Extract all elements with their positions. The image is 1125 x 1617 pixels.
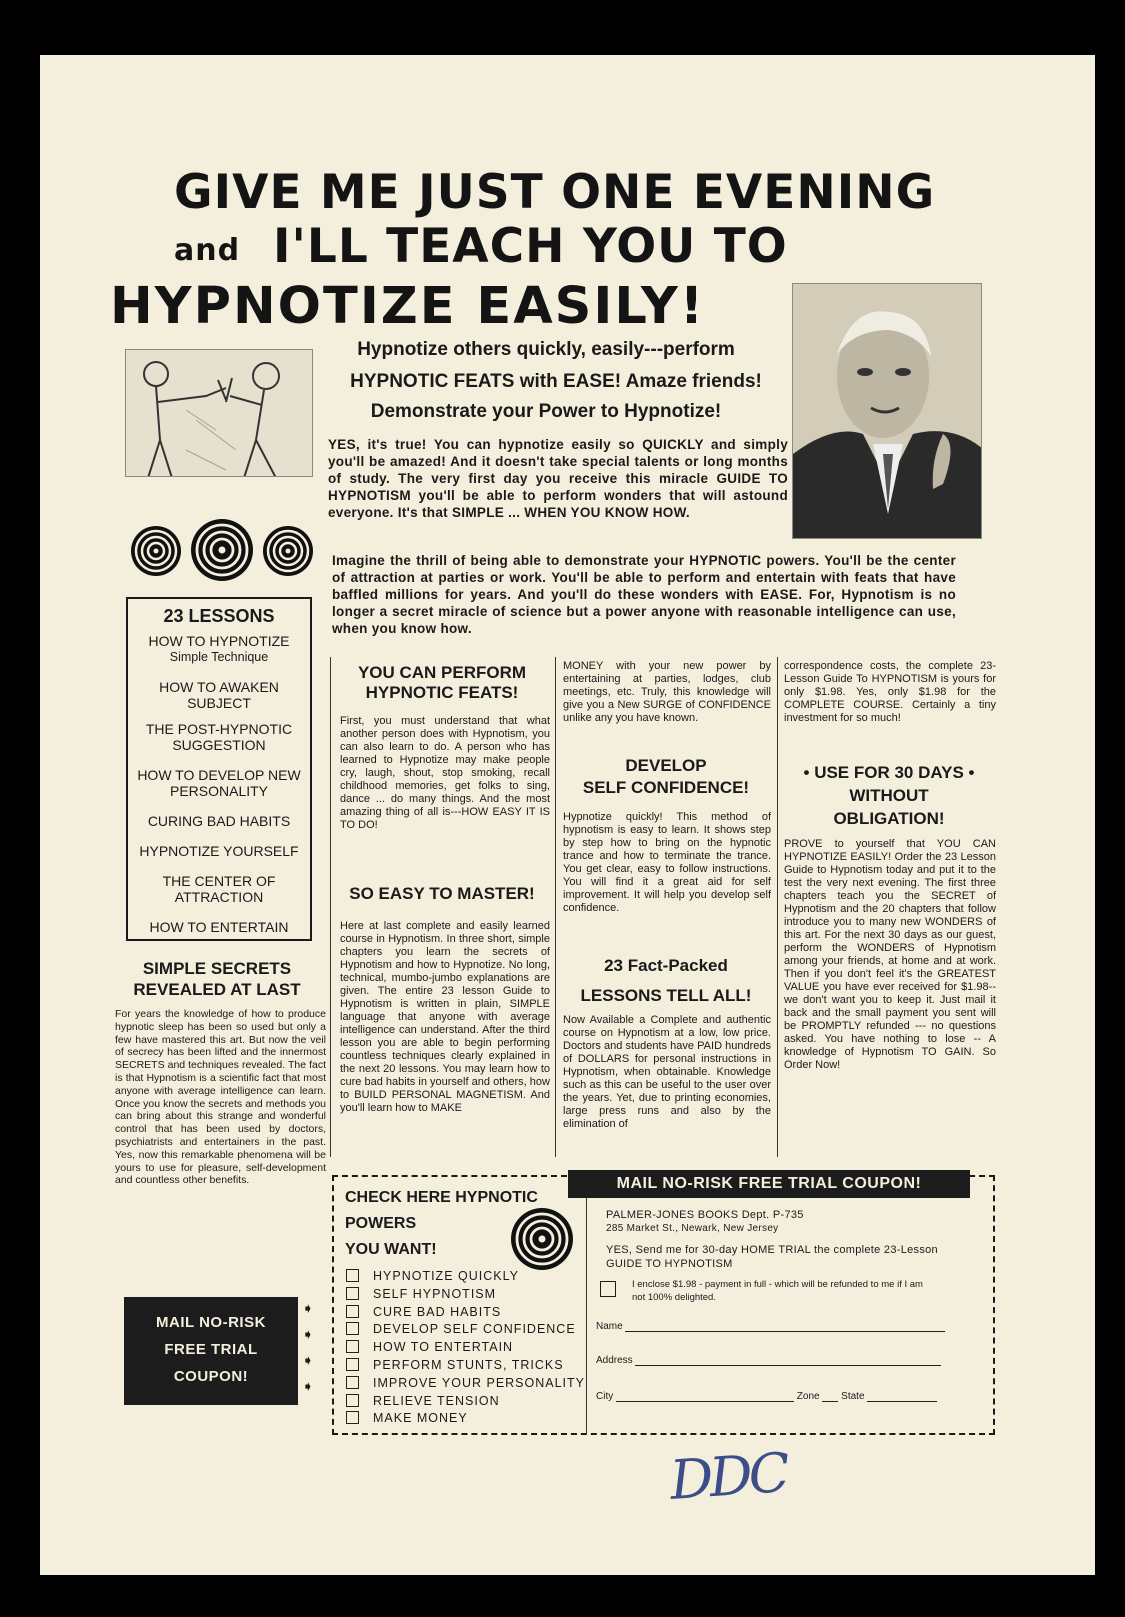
ad-page <box>40 55 1095 1575</box>
trial-title-line2: WITHOUT <box>849 786 929 805</box>
spiral-icon <box>130 525 182 577</box>
city-field[interactable] <box>616 1391 794 1402</box>
mail-callout-line3: COUPON! <box>173 1368 249 1385</box>
state-field[interactable] <box>867 1391 937 1402</box>
company-name: PALMER-JONES BOOKS Dept. P-735 <box>606 1209 804 1221</box>
column-rule <box>777 657 778 1157</box>
feats-title-line1: YOU CAN PERFORM <box>357 663 527 682</box>
address-field[interactable] <box>635 1355 941 1366</box>
lesson-item <box>128 767 310 799</box>
headline-line2: I'LL TEACH YOU TO <box>273 219 788 274</box>
arrow-right-icon: ➧ <box>302 1300 314 1316</box>
easy-master-title: SO EASY TO MASTER! <box>349 884 535 903</box>
lesson-item <box>128 679 310 711</box>
intro-paragraph-1: YES, it's true! You can hypnotize easily so QUICKLY and simply you'll be amazed! And it doesn't take special talents or long months of study. The very first day you receive this miracle GUIDE TO HYPNOTISM you'll be able to perform wonders that will astound everyone. It's that SIMPLE ... WHEN YOU KNOW HOW. <box>328 437 788 520</box>
power-label: MAKE MONEY <box>373 1411 468 1426</box>
lesson-item-title: THE CENTER OF <box>162 873 276 889</box>
lesson-item-subtitle: Simple Technique <box>169 650 269 664</box>
column-rule <box>555 657 556 1157</box>
confidence-body: Hypnotize quickly! This method of hypnotism is easy to learn. It shows step by step how to bring on the hypnotic trance and how to terminate the trance. You get clear, easy to follow instructions. You will find it a great aid for self improvement. It will help you develop self confidence. <box>563 811 771 914</box>
subhead-line1: Hypnotize others quickly, easily---perform <box>357 339 735 360</box>
subhead-line3: Demonstrate your Power to Hypnotize! <box>370 401 722 422</box>
hypnosis-illustration-image <box>125 349 313 477</box>
power-checklist-item[interactable] <box>346 1357 586 1375</box>
powers-checklist <box>346 1268 586 1428</box>
trial-title <box>780 761 998 830</box>
power-checklist-item[interactable] <box>346 1304 586 1322</box>
col3-intro-body: correspondence costs, the complete 23-Lesson Guide To HYPNOTISM is yours for only $1.98. Yes, only $1.98 for the COMPLETE COURSE. Certainly a tiny investment for so much! <box>784 660 996 724</box>
power-label: RELIEVE TENSION <box>373 1393 500 1408</box>
power-label: HOW TO ENTERTAIN <box>373 1340 514 1355</box>
power-label: IMPROVE YOUR PERSONALITY <box>373 1375 586 1390</box>
lesson-item-title: THE POST-HYPNOTIC <box>145 721 293 737</box>
confidence-title-line2: SELF CONFIDENCE! <box>582 778 750 797</box>
company-block <box>606 1208 986 1236</box>
power-checkbox[interactable] <box>346 1376 359 1389</box>
headline-and: and <box>174 233 241 268</box>
payment-checkbox[interactable] <box>600 1281 616 1297</box>
lessons-box <box>126 597 312 941</box>
mail-callout-line2: FREE TRIAL <box>164 1341 258 1358</box>
check-title-line1: CHECK HERE HYPNOTIC <box>345 1189 538 1206</box>
trial-title-line3: OBLIGATION! <box>833 809 945 828</box>
secrets-title <box>122 958 312 1000</box>
lesson-item <box>128 919 310 935</box>
feats-title <box>336 663 548 703</box>
arrow-icons <box>302 1295 316 1399</box>
intro-paragraph-2: Imagine the thrill of being able to demonstrate your HYPNOTIC powers. You'll be the center of attraction at parties or work. You'll be able to perform and entertain with feats that have baffled millions for years. And you'll do these wonders with EASE. For, Hypnotism is no longer a secret miracle of science but a power anyone with reasonable intelligence can use, when you know how. <box>332 553 956 636</box>
power-label: HYPNOTIZE QUICKLY <box>373 1269 519 1283</box>
power-checklist-item[interactable] <box>346 1339 586 1357</box>
lesson-item-subtitle: PERSONALITY <box>169 783 269 799</box>
lesson-item <box>128 721 310 753</box>
address-field-row <box>596 1355 941 1366</box>
column-rule <box>330 657 331 1157</box>
name-field-row <box>596 1321 945 1332</box>
lesson-list <box>128 633 310 935</box>
power-checklist-item[interactable] <box>346 1393 586 1411</box>
subhead-line2: HYPNOTIC FEATS with EASE! Amaze friends! <box>350 371 762 392</box>
spiral-icon <box>262 525 314 577</box>
coupon-divider <box>586 1177 587 1433</box>
power-label: DEVELOP SELF CONFIDENCE <box>373 1322 576 1337</box>
lesson-item-title: HOW TO HYPNOTIZE <box>148 633 290 649</box>
secrets-title-line2: REVEALED AT LAST <box>133 980 301 999</box>
lesson-item <box>128 843 310 859</box>
zone-label: Zone <box>796 1391 820 1402</box>
name-label: Name <box>596 1321 623 1332</box>
power-checklist-item[interactable] <box>346 1410 586 1428</box>
mail-coupon-callout <box>124 1297 298 1405</box>
state-label: State <box>841 1391 865 1402</box>
feats-body: First, you must understand that what another person does with Hypnotism, you can also learn to do. A person who has learned to Hypnotize may make people cry, laugh, shout, stop smoking, recall childhood memories, get folks to sing, dance ... do many things. And the most amazing thing of all is---HOW EASY IT IS TO DO! <box>340 715 550 831</box>
spiral-icon <box>190 518 254 582</box>
lesson-item-title: HOW TO ENTERTAIN <box>149 919 289 935</box>
company-address: 285 Market St., Newark, New Jersey <box>606 1223 779 1234</box>
easy-master-body: Here at last complete and easily learned course in Hypnotism. In three short, simple chapters you learn the secrets of Hypnotism and how to Hypnotize. No long, technical, mumbo-jumbo explanations are given. The entire 23 lesson Guide to Hypnotism is written in plain, SIMPLE language that anyone with average intelligence can understand. After the third lesson you are able to begin performing countless techniques clearly explained in the next 20 lessons. You may learn how to cure bad habits in yourself and others, how to BUILD PERSONAL MAGNETISM. And you'll learn how to MAKE <box>340 920 550 1114</box>
fact-packed-body: Now Available a Complete and authentic course on Hypnotism at a low, low price. Doctors and students have PAID hundreds of DOLLARS for personal instructions in Hypnotism, when obtainable. Knowledge such as this can be useful to the user over the years. Yet, due to printing economies, large press runs and also by the elimination of <box>563 1014 771 1130</box>
secrets-body: For years the knowledge of how to produce hypnotic sleep has been so used but only a few have mastered this art. But now the veil of secrecy has been lifted and the innermost SECRETS and techniques revealed. The fact is that Hypnotism is a scientific fact that most anyone with average intelligence can learn. Once you know the secrets and methods you can bring about this strange and wonderful control that has been used by doctors, psychiatrists and entertainers in the past. Yes, now this remarkable phenomena will be yours to use for pleasure, self-development and countless other benefits. <box>115 1008 326 1187</box>
lesson-item-subtitle: SUGGESTION <box>172 737 266 753</box>
lesson-item-title: CURING BAD HABITS <box>147 813 291 829</box>
confidence-title <box>560 755 772 799</box>
power-checkbox[interactable] <box>346 1411 359 1424</box>
trial-title-line1: • USE FOR 30 DAYS • <box>803 763 975 782</box>
headline-line1: GIVE ME JUST ONE EVENING <box>174 165 936 220</box>
arrow-right-icon: ➧ <box>302 1378 314 1394</box>
power-checkbox[interactable] <box>346 1322 359 1335</box>
fact-packed-title <box>560 951 772 1011</box>
feats-title-line2: HYPNOTIC FEATS! <box>365 683 519 702</box>
power-checkbox[interactable] <box>346 1305 359 1318</box>
check-title-line2: POWERS <box>345 1215 417 1232</box>
lesson-item-title: HOW TO AWAKEN SUBJECT <box>159 679 279 711</box>
city-label: City <box>596 1391 614 1402</box>
confidence-title-line1: DEVELOP <box>625 756 707 775</box>
arrow-right-icon: ➧ <box>302 1352 314 1368</box>
power-checklist-item[interactable] <box>346 1286 586 1304</box>
order-text: YES, Send me for 30-day HOME TRIAL the complete 23-Lesson GUIDE TO HYPNOTISM <box>606 1244 938 1270</box>
power-checkbox[interactable] <box>346 1269 359 1282</box>
handwritten-initials: DDC <box>667 1441 788 1512</box>
spiral-icon <box>510 1207 574 1271</box>
lesson-item <box>128 813 310 829</box>
hypnotist-portrait-image <box>792 283 982 539</box>
power-checklist-item[interactable] <box>346 1268 586 1286</box>
lesson-item <box>128 633 310 665</box>
payment-text: I enclose $1.98 - payment in full - which will be refunded to me if I am not 100% delighted. <box>632 1279 923 1303</box>
mail-callout-line1: MAIL NO-RISK <box>156 1314 266 1331</box>
lesson-item <box>128 873 310 905</box>
power-checklist-item[interactable] <box>346 1321 586 1339</box>
check-title-line3: YOU WANT! <box>345 1241 437 1258</box>
power-checklist-item[interactable] <box>346 1375 586 1393</box>
arrow-right-icon: ➧ <box>302 1326 314 1342</box>
zone-field[interactable] <box>822 1391 838 1402</box>
power-checkbox[interactable] <box>346 1394 359 1407</box>
name-field[interactable] <box>625 1321 945 1332</box>
power-checkbox[interactable] <box>346 1287 359 1300</box>
lesson-item-title: HOW TO DEVELOP NEW <box>137 767 301 783</box>
power-label: CURE BAD HABITS <box>373 1304 502 1319</box>
fact-packed-title-line2: LESSONS TELL ALL! <box>580 986 752 1005</box>
col2-intro-body: MONEY with your new power by entertaining at parties, lodges, club meetings, etc. Truly, this knowledge will give you a New SURGE of CONFIDENCE unlike any you have known. <box>563 660 771 724</box>
headline-line3: HYPNOTIZE EASILY! <box>110 277 706 336</box>
power-checkbox[interactable] <box>346 1358 359 1371</box>
lessons-title: 23 LESSONS <box>163 606 275 626</box>
power-label: SELF HYPNOTISM <box>373 1286 497 1301</box>
power-label: PERFORM STUNTS, TRICKS <box>373 1357 564 1372</box>
power-checkbox[interactable] <box>346 1340 359 1353</box>
city-field-row <box>596 1391 937 1402</box>
lesson-item-subtitle: ATTRACTION <box>174 889 264 905</box>
fact-packed-title-line1: 23 Fact-Packed <box>604 956 728 975</box>
lesson-item-title: HYPNOTIZE YOURSELF <box>139 843 299 859</box>
address-label: Address <box>596 1355 633 1366</box>
trial-body: PROVE to yourself that YOU CAN HYPNOTIZE EASILY! Order the 23 Lesson Guide to Hypnotism today and put it to the test the very next evening. The first three chapters teach you the SECRET of Hypnotism and the 20 chapters that follow introduce you to many new WONDERS of this art. For the next 30 days as our guest, perform the WONDERS of Hypnotism among your friends, at home and at work. Then if you don't feel it's the GREATEST VALUE you have ever received for $1.98--we don't want you to keep it. Just mail it back and the small payment you sent will be PROMPTLY refunded --- no questions asked. You have nothing to lose -- A knowledge of Hypnotism TO GAIN. So Order Now! <box>784 838 996 1071</box>
secrets-title-line1: SIMPLE SECRETS <box>142 959 292 978</box>
coupon-banner: MAIL NO-RISK FREE TRIAL COUPON! <box>568 1170 970 1198</box>
